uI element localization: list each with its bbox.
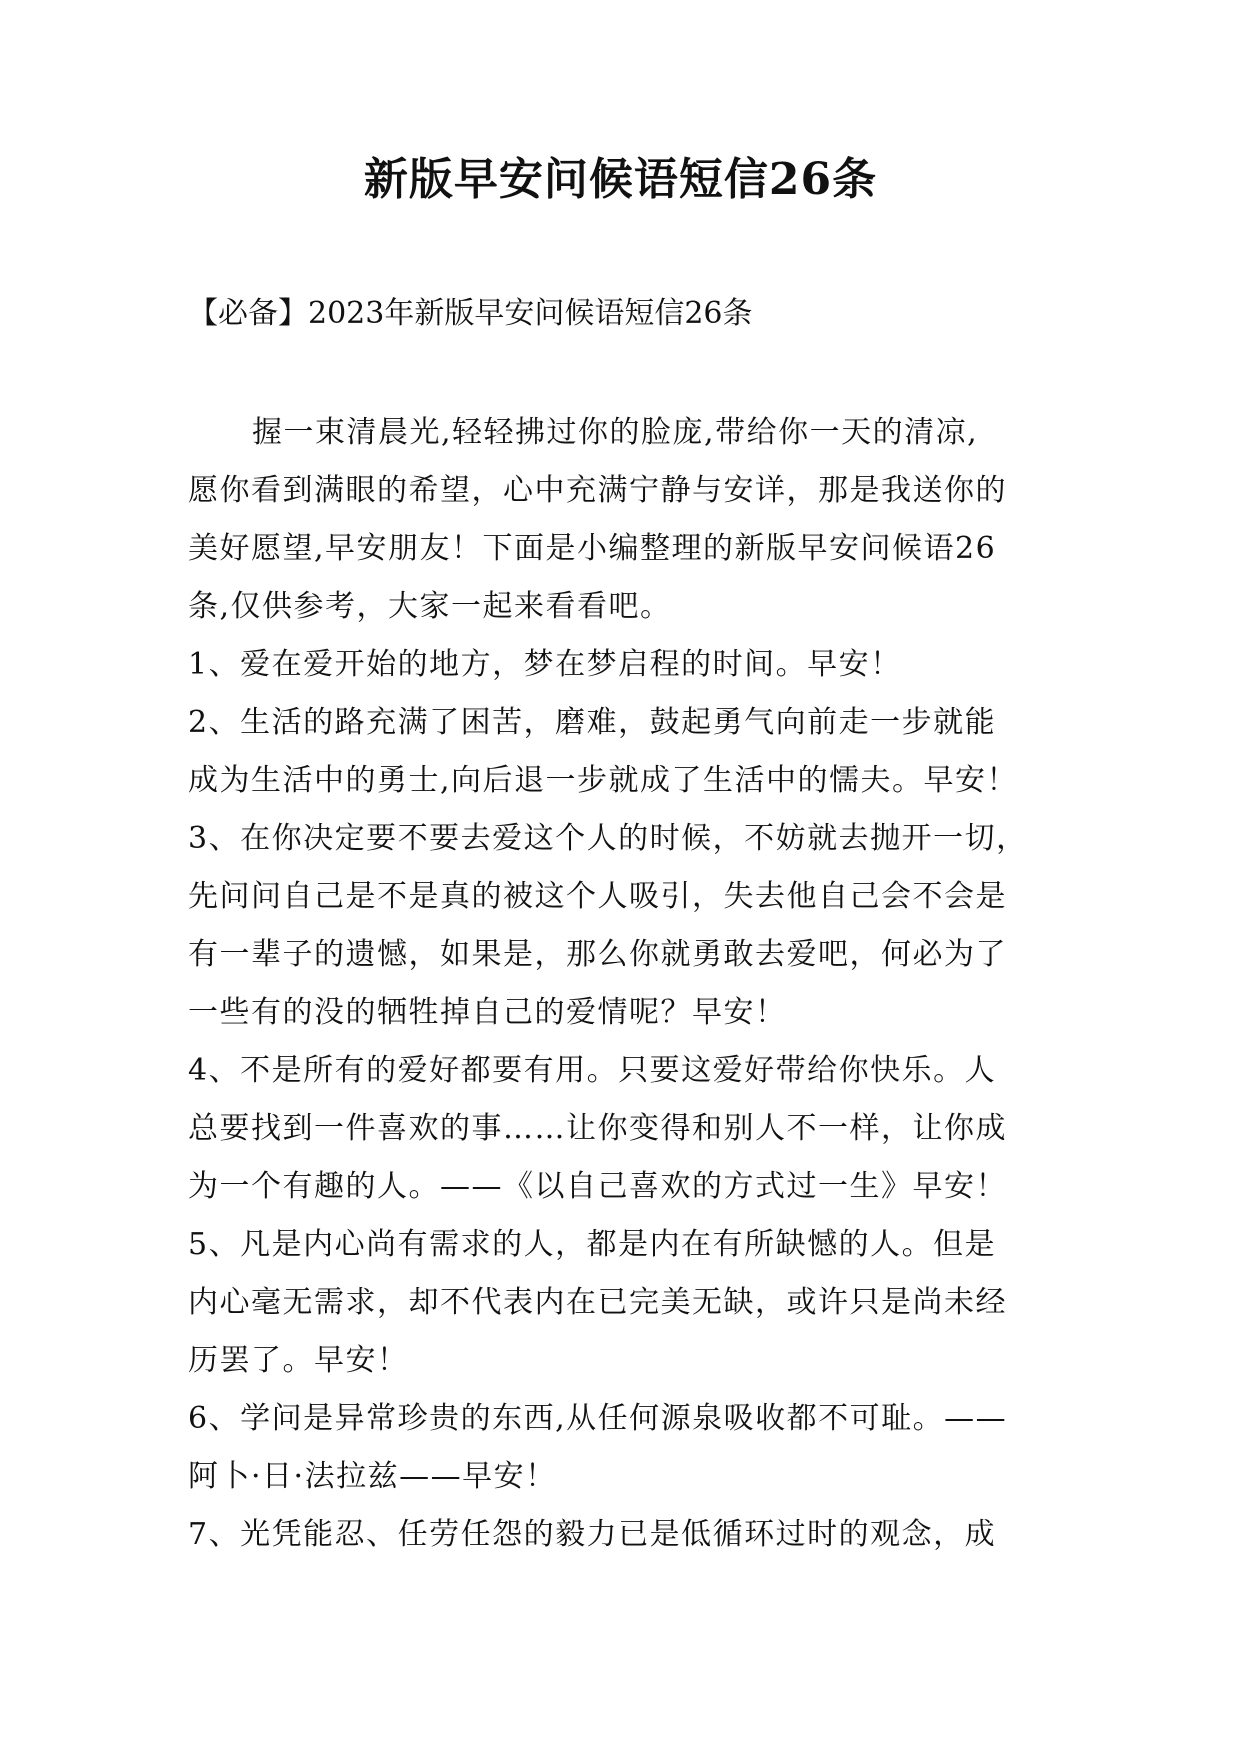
- paragraph-line: 条,仅供参考，大家一起来看看吧。: [188, 589, 672, 624]
- list-item-line: 2、生活的路充满了困苦，磨难，鼓起勇气向前走一步就能: [188, 705, 997, 740]
- list-item-line: 4、不是所有的爱好都要有用。只要这爱好带给你快乐。人: [188, 1053, 997, 1088]
- list-item-line: 一些有的没的牺牲掉自己的爱情呢？早安！: [188, 995, 787, 1030]
- list-item-line: 7、光凭能忍、任劳任怨的毅力已是低循环过时的观念，成: [188, 1517, 997, 1552]
- paragraph-line: 愿你看到满眼的希望，心中充满宁静与安详，那是我送你的: [188, 473, 1007, 508]
- list-item-line: 有一辈子的遗憾，如果是，那么你就勇敢去爱吧，何必为了: [188, 937, 1007, 972]
- list-item-line: 阿卜·日·法拉兹——早安！: [188, 1459, 557, 1494]
- paragraph-line: 美好愿望,早安朋友！下面是小编整理的新版早安问候语26: [188, 531, 997, 566]
- list-item-line: 成为生活中的勇士,向后退一步就成了生活中的懦夫。早安！: [188, 763, 1019, 798]
- list-item-line: 为一个有趣的人。——《以自己喜欢的方式过一生》早安！: [188, 1169, 1007, 1204]
- paragraph-line: 握一束清晨光,轻轻拂过你的脸庞,带给你一天的清凉,: [252, 415, 979, 450]
- document-body: [188, 404, 1068, 1564]
- list-item-line: 先问问自己是不是真的被这个人吸引，失去他自己会不会是: [188, 879, 1007, 914]
- list-item-line: 6、学问是异常珍贵的东西,从任何源泉吸收都不可耻。——: [188, 1401, 1008, 1436]
- list-item-line: 历罢了。早安！: [188, 1343, 409, 1378]
- document-title: 新版早安问候语短信26条: [363, 154, 878, 205]
- document-subtitle: 【必备】2023年新版早安问候语短信26条: [188, 296, 753, 331]
- list-item-line: 5、凡是内心尚有需求的人，都是内在有所缺憾的人。但是: [188, 1227, 997, 1262]
- list-item-line: 1、爱在爱开始的地方，梦在梦启程的时间。早安！: [188, 647, 902, 682]
- list-item-line: 内心毫无需求，却不代表内在已完美无缺，或许只是尚未经: [188, 1285, 1007, 1320]
- list-item-line: 总要找到一件喜欢的事……让你变得和别人不一样，让你成: [188, 1111, 1007, 1146]
- list-item-line: 3、在你决定要不要去爱这个人的时候，不妨就去抛开一切，: [188, 821, 1028, 856]
